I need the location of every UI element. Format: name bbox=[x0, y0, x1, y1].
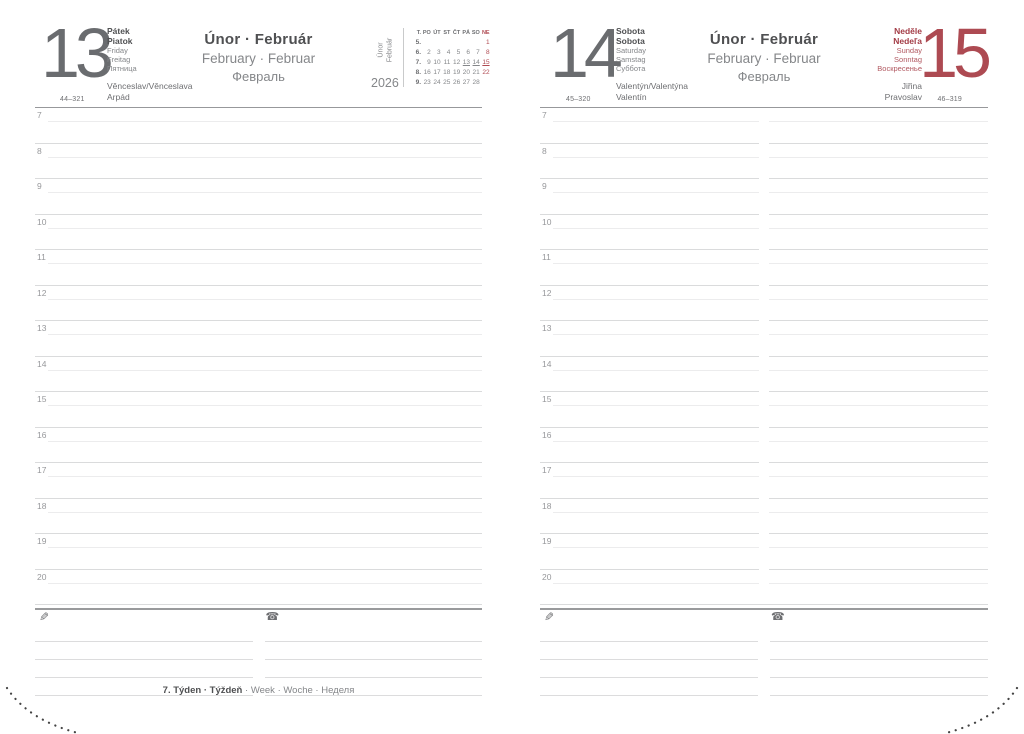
hour-line bbox=[35, 249, 482, 250]
hour-line bbox=[540, 356, 759, 357]
mini-calendar bbox=[370, 27, 490, 89]
half-hour-line bbox=[48, 121, 482, 122]
weekday-en: Sunday bbox=[896, 46, 922, 55]
hour-row-17 bbox=[540, 462, 988, 498]
day-number-13: 13 bbox=[41, 14, 109, 92]
hour-line bbox=[540, 143, 759, 144]
hour-line bbox=[35, 462, 482, 463]
nameday-sk: Pravoslav bbox=[884, 92, 922, 102]
hour-grid-friday bbox=[35, 107, 482, 605]
mini-calendar-divider bbox=[403, 28, 404, 87]
calendar-day-empty bbox=[432, 38, 442, 48]
calendar-day-header-PO: PO bbox=[422, 30, 431, 36]
month-subtitle: February · Februar bbox=[707, 51, 821, 66]
hour-label-13: 13 bbox=[542, 323, 552, 333]
hour-label-16: 16 bbox=[542, 429, 552, 440]
half-hour-line bbox=[48, 547, 482, 548]
hour-line bbox=[769, 427, 988, 428]
half-hour-line bbox=[769, 370, 988, 371]
calendar-week-number-6.: 6. bbox=[415, 49, 421, 56]
mini-calendar-grid bbox=[409, 28, 491, 88]
calendar-day-7: 7 bbox=[476, 49, 480, 56]
hour-row-20 bbox=[35, 569, 482, 605]
day-of-year-counter: 44–321 bbox=[60, 96, 85, 103]
half-hour-line bbox=[553, 370, 759, 371]
phone-icon: ☎ bbox=[771, 611, 785, 623]
hour-line bbox=[35, 533, 482, 534]
half-hour-line bbox=[769, 263, 988, 264]
hour-row-19 bbox=[35, 533, 482, 569]
calendar-day-header-NE: NE bbox=[481, 30, 490, 36]
hour-line bbox=[769, 498, 988, 499]
calendar-day-24: 24 bbox=[433, 79, 441, 86]
weekday-de: Samstag bbox=[616, 55, 646, 64]
nameday-cs: Věnceslav/Věnceslava bbox=[107, 81, 193, 91]
calendar-day-empty bbox=[481, 78, 491, 88]
namedays-sunday bbox=[885, 81, 922, 103]
vertical-month-sk: Február bbox=[385, 37, 393, 63]
half-hour-line bbox=[48, 228, 482, 229]
notes-icon-row bbox=[35, 610, 482, 624]
year-label: 2026 bbox=[371, 76, 399, 90]
half-hour-line bbox=[48, 512, 482, 513]
hour-line bbox=[769, 320, 988, 321]
month-russian: Февраль bbox=[737, 69, 791, 84]
hour-line bbox=[769, 178, 988, 179]
hour-line bbox=[35, 285, 482, 286]
calendar-day-28: 28 bbox=[472, 79, 480, 86]
calendar-day-16: 16 bbox=[423, 69, 431, 76]
calendar-day-21: 21 bbox=[472, 69, 480, 76]
calendar-week-number-5.: 5. bbox=[415, 39, 421, 46]
half-hour-line bbox=[553, 441, 759, 442]
hour-row-17 bbox=[35, 462, 482, 498]
calendar-day-15: 15 bbox=[482, 59, 490, 66]
weekday-cs: Pátek bbox=[107, 26, 130, 36]
hour-row-14 bbox=[540, 356, 988, 392]
hour-label-16: 16 bbox=[37, 429, 47, 440]
page-friday-13 bbox=[35, 0, 490, 734]
hour-label-20: 20 bbox=[542, 571, 552, 582]
hour-line bbox=[540, 569, 759, 570]
weekday-de: Freitag bbox=[107, 55, 131, 64]
hour-row-9 bbox=[35, 178, 482, 214]
notes-icon-row bbox=[540, 610, 988, 624]
hour-row-13 bbox=[540, 320, 988, 356]
hour-line bbox=[35, 178, 482, 179]
weekday-names-sunday bbox=[877, 27, 922, 73]
notes-area bbox=[35, 610, 482, 696]
half-hour-line bbox=[553, 583, 759, 584]
mini-calendar-month-vertical bbox=[354, 21, 416, 79]
calendar-day-14: 14 bbox=[472, 59, 480, 66]
half-hour-line bbox=[769, 157, 988, 158]
page-saturday-sunday bbox=[540, 0, 988, 734]
hour-line bbox=[540, 178, 759, 179]
namedays-friday bbox=[107, 81, 193, 103]
hour-row-18 bbox=[540, 498, 988, 534]
hour-line bbox=[540, 320, 759, 321]
half-hour-line bbox=[553, 476, 759, 477]
note-line bbox=[540, 624, 988, 642]
calendar-week-number-7.: 7. bbox=[415, 59, 421, 66]
half-hour-line bbox=[48, 441, 482, 442]
hour-grid-sat-sun bbox=[540, 107, 988, 605]
calendar-day-23: 23 bbox=[423, 79, 431, 86]
hour-label-19: 19 bbox=[542, 536, 552, 546]
note-line-left-column bbox=[540, 695, 758, 696]
calendar-week-col-header: T. bbox=[416, 30, 421, 36]
half-hour-line bbox=[769, 512, 988, 513]
half-hour-line bbox=[48, 157, 482, 158]
hour-row-15 bbox=[540, 391, 988, 427]
calendar-day-header-ST: ST bbox=[443, 30, 451, 36]
half-hour-line bbox=[769, 192, 988, 193]
note-line bbox=[540, 678, 988, 696]
hour-line bbox=[769, 391, 988, 392]
month-subtitle: February · Februar bbox=[201, 51, 316, 66]
half-hour-line bbox=[769, 121, 988, 122]
hour-label-9: 9 bbox=[542, 181, 547, 191]
week-footer-light: · Week · Woche · Неделя bbox=[242, 685, 355, 696]
hour-row-7 bbox=[540, 107, 988, 143]
note-line bbox=[540, 660, 988, 678]
notes-area bbox=[540, 610, 988, 696]
nameday-sk: Valentín bbox=[616, 92, 647, 102]
hour-row-13 bbox=[35, 320, 482, 356]
calendar-day-12: 12 bbox=[452, 59, 461, 66]
weekday-cs: Sobota bbox=[616, 26, 645, 36]
hour-label-13: 13 bbox=[37, 323, 47, 333]
hour-label-10: 10 bbox=[37, 216, 47, 227]
month-title: Únor · Február bbox=[204, 31, 313, 48]
weekday-en: Friday bbox=[107, 46, 128, 55]
hour-row-9 bbox=[540, 178, 988, 214]
hour-row-15 bbox=[35, 391, 482, 427]
half-hour-line bbox=[769, 334, 988, 335]
half-hour-line bbox=[553, 228, 759, 229]
hour-label-15: 15 bbox=[37, 394, 47, 404]
hour-line bbox=[769, 356, 988, 357]
weekday-en: Saturday bbox=[616, 46, 647, 55]
hour-label-18: 18 bbox=[37, 500, 47, 511]
half-hour-line bbox=[769, 547, 988, 548]
half-hour-line bbox=[553, 405, 759, 406]
half-hour-line bbox=[553, 547, 759, 548]
pencil-icon: ✎ bbox=[544, 610, 555, 624]
hour-line bbox=[540, 498, 759, 499]
hour-label-19: 19 bbox=[37, 536, 47, 546]
hour-line bbox=[540, 249, 759, 250]
weekday-ru: Пятница bbox=[107, 64, 137, 73]
hour-line bbox=[540, 462, 759, 463]
hour-line bbox=[540, 533, 759, 534]
weekday-sk: Sobota bbox=[616, 35, 645, 46]
calendar-day-18: 18 bbox=[443, 69, 451, 76]
calendar-day-5: 5 bbox=[456, 49, 461, 56]
hour-row-11 bbox=[35, 249, 482, 285]
half-hour-line bbox=[48, 192, 482, 193]
hour-line bbox=[540, 214, 759, 215]
day-number-14: 14 bbox=[550, 14, 618, 92]
hour-label-12: 12 bbox=[37, 287, 47, 298]
hour-line bbox=[769, 569, 988, 570]
hour-row-10 bbox=[35, 214, 482, 250]
weekday-ru: Воскресенье bbox=[877, 64, 922, 73]
half-hour-line bbox=[769, 441, 988, 442]
hour-label-10: 10 bbox=[542, 216, 552, 227]
hour-label-17: 17 bbox=[37, 465, 47, 475]
calendar-day-empty bbox=[471, 38, 481, 48]
calendar-day-4: 4 bbox=[446, 49, 451, 56]
note-line bbox=[35, 642, 482, 660]
hour-label-18: 18 bbox=[542, 500, 552, 511]
hour-line bbox=[35, 320, 482, 321]
week-footer-bold: 7. Týden · Týždeň bbox=[162, 685, 243, 696]
hour-row-12 bbox=[540, 285, 988, 321]
half-hour-line bbox=[48, 334, 482, 335]
hour-label-17: 17 bbox=[542, 465, 552, 475]
nameday-sk: Arpád bbox=[107, 92, 130, 102]
hour-line bbox=[35, 569, 482, 570]
half-hour-line bbox=[769, 299, 988, 300]
half-hour-line bbox=[48, 370, 482, 371]
hour-line bbox=[769, 285, 988, 286]
half-hour-line bbox=[769, 583, 988, 584]
hour-line bbox=[35, 214, 482, 215]
note-line bbox=[35, 624, 482, 642]
weekday-sk: Piatok bbox=[107, 35, 133, 46]
day-number-15: 15 bbox=[919, 14, 987, 92]
half-hour-line bbox=[48, 263, 482, 264]
hour-line bbox=[35, 498, 482, 499]
half-hour-line bbox=[48, 476, 482, 477]
hour-row-7 bbox=[35, 107, 482, 143]
calendar-day-26: 26 bbox=[452, 79, 461, 86]
hour-row-20 bbox=[540, 569, 988, 605]
calendar-day-empty bbox=[461, 38, 471, 48]
half-hour-line bbox=[553, 121, 759, 122]
hour-line bbox=[35, 427, 482, 428]
note-line bbox=[540, 642, 988, 660]
half-hour-line bbox=[553, 192, 759, 193]
calendar-day-22: 22 bbox=[482, 69, 490, 76]
hour-line bbox=[35, 391, 482, 392]
month-title: Únor · Február bbox=[709, 31, 819, 48]
calendar-day-13: 13 bbox=[462, 59, 470, 66]
hour-label-14: 14 bbox=[37, 358, 47, 369]
hour-label-11: 11 bbox=[37, 252, 46, 262]
hour-row-12 bbox=[35, 285, 482, 321]
hour-row-10 bbox=[540, 214, 988, 250]
calendar-day-11: 11 bbox=[443, 59, 451, 66]
hour-label-14: 14 bbox=[542, 358, 552, 369]
half-hour-line bbox=[769, 405, 988, 406]
hour-row-19 bbox=[540, 533, 988, 569]
nameday-cs: Jiřina bbox=[901, 81, 922, 91]
hour-label-7: 7 bbox=[37, 110, 42, 120]
calendar-day-10: 10 bbox=[433, 59, 441, 66]
hour-row-8 bbox=[540, 143, 988, 179]
nameday-cs: Valentýn/Valentýna bbox=[616, 81, 688, 91]
hour-row-16 bbox=[35, 427, 482, 463]
calendar-day-3: 3 bbox=[436, 49, 441, 56]
calendar-day-empty bbox=[422, 38, 432, 48]
calendar-day-header-ČT: ČT bbox=[452, 30, 461, 36]
calendar-day-header-PÁ: PÁ bbox=[462, 30, 470, 36]
namedays-saturday bbox=[616, 81, 688, 103]
hour-row-14 bbox=[35, 356, 482, 392]
calendar-day-17: 17 bbox=[433, 69, 441, 76]
calendar-day-empty bbox=[442, 38, 452, 48]
calendar-day-8: 8 bbox=[485, 49, 490, 56]
hour-label-20: 20 bbox=[37, 571, 47, 582]
hour-label-12: 12 bbox=[542, 287, 552, 298]
hour-label-15: 15 bbox=[542, 394, 552, 404]
vertical-month-cs: Únor bbox=[376, 42, 384, 58]
weekday-cs: Neděle bbox=[894, 26, 922, 36]
hour-line bbox=[35, 356, 482, 357]
note-line-right-column bbox=[770, 695, 988, 696]
calendar-day-1: 1 bbox=[485, 39, 490, 46]
hour-label-7: 7 bbox=[542, 110, 547, 120]
hour-row-18 bbox=[35, 498, 482, 534]
hour-line bbox=[540, 285, 759, 286]
hour-row-11 bbox=[540, 249, 988, 285]
hour-label-8: 8 bbox=[542, 145, 547, 156]
calendar-week-number-9.: 9. bbox=[415, 79, 421, 86]
hour-line bbox=[35, 143, 482, 144]
hour-row-8 bbox=[35, 143, 482, 179]
half-hour-line bbox=[769, 228, 988, 229]
hour-line bbox=[769, 249, 988, 250]
calendar-day-9: 9 bbox=[427, 59, 431, 66]
hour-line bbox=[769, 462, 988, 463]
calendar-day-2: 2 bbox=[427, 49, 431, 56]
weekday-de: Sonntag bbox=[894, 55, 922, 64]
calendar-week-number-8.: 8. bbox=[415, 69, 421, 76]
weekday-ru: Суббота bbox=[616, 64, 646, 73]
calendar-day-header-SO: SO bbox=[471, 30, 480, 36]
hour-label-9: 9 bbox=[37, 181, 42, 191]
hour-line bbox=[769, 214, 988, 215]
calendar-day-empty bbox=[451, 38, 461, 48]
week-footer bbox=[35, 685, 482, 696]
day-of-year-counter: 45–320 bbox=[566, 96, 591, 103]
hour-row-16 bbox=[540, 427, 988, 463]
hour-line bbox=[769, 533, 988, 534]
half-hour-line bbox=[48, 583, 482, 584]
pencil-icon: ✎ bbox=[39, 610, 50, 624]
hour-line bbox=[540, 391, 759, 392]
calendar-day-6: 6 bbox=[466, 49, 470, 56]
half-hour-line bbox=[553, 263, 759, 264]
calendar-day-19: 19 bbox=[452, 69, 461, 76]
half-hour-line bbox=[553, 157, 759, 158]
month-russian: Февраль bbox=[232, 69, 285, 84]
half-hour-line bbox=[553, 299, 759, 300]
weekday-sk: Nedeľa bbox=[893, 35, 922, 46]
calendar-day-header-ÚT: ÚT bbox=[433, 30, 441, 36]
calendar-day-27: 27 bbox=[462, 79, 470, 86]
hour-line bbox=[540, 427, 759, 428]
day-of-year-counter: 46–319 bbox=[937, 96, 962, 103]
calendar-day-25: 25 bbox=[443, 79, 451, 86]
half-hour-line bbox=[553, 334, 759, 335]
hour-line bbox=[769, 143, 988, 144]
half-hour-line bbox=[769, 476, 988, 477]
phone-icon: ☎ bbox=[265, 611, 280, 623]
note-line bbox=[35, 660, 482, 678]
half-hour-line bbox=[48, 299, 482, 300]
calendar-day-20: 20 bbox=[462, 69, 470, 76]
half-hour-line bbox=[553, 512, 759, 513]
half-hour-line bbox=[48, 405, 482, 406]
hour-label-11: 11 bbox=[542, 252, 551, 262]
hour-label-8: 8 bbox=[37, 145, 42, 156]
